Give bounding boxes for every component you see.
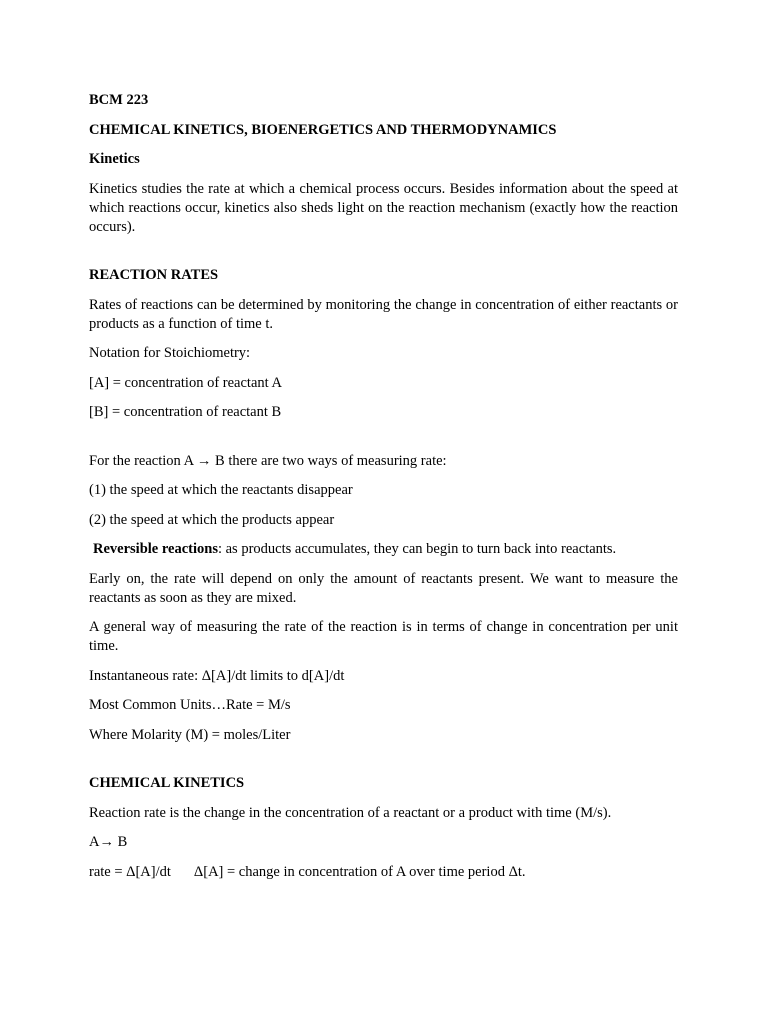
reversible-reactions-line [89,540,678,559]
measuring-ways-text-end: B there are two ways of measuring rate: [211,452,447,469]
reactant-a: A [89,834,100,850]
spacer [89,247,678,266]
measuring-ways-line [89,452,678,471]
reaction-rates-intro: Rates of reactions can be determined by monitoring the change in concentration of either reactants or products as a function of time t. [89,296,678,332]
reversible-text: : as products accumulates, they can begin to turn back into reactants. [217,541,617,557]
arrow-icon: → [196,452,212,469]
kinetics-heading: Kinetics [89,151,140,167]
common-units: Most Common Units…Rate = M/s [89,697,291,713]
reaction-equation [89,833,678,852]
way-1: (1) the speed at which the reactants disappear [89,482,353,498]
kinetics-intro: Kinetics studies the rate at which a chemical process occurs. Besides information about the speed at which reactions occur, kinetics also sheds light on the reaction mechanism (exactly how the reaction occurs). [89,180,678,235]
early-on-paragraph: Early on, the rate will depend on only the amount of reactants present. We want to measure the reactants as soon as they are mixed. [89,570,678,606]
course-title: CHEMICAL KINETICS, BIOENERGETICS AND THERMODYNAMICS [89,121,557,138]
rate-explanation: Δ[A] = change in concentration of A over time period Δt. [193,863,526,880]
reaction-rates-heading: REACTION RATES [89,267,219,283]
notation-label: Notation for Stoichiometry: [89,345,251,361]
rate-formula: rate = Δ[A]/dt [89,863,171,880]
rate-formula-line [89,863,678,882]
instantaneous-rate: Instantaneous rate: Δ[A]/dt limits to d[A]/dt [89,667,345,684]
notation-b: [B] = concentration of reactant B [89,404,282,420]
document-body [89,91,678,892]
general-way-paragraph: A general way of measuring the rate of the reaction is in terms of change in concentration per unit time. [89,619,678,654]
spacer [89,755,678,774]
molarity-definition: Where Molarity (M) = moles/Liter [89,726,291,743]
reaction-rate-definition: Reaction rate is the change in the concentration of a reactant or a product with time (M/s). [89,804,612,821]
chemical-kinetics-heading: CHEMICAL KINETICS [89,775,245,791]
spacer [89,433,678,452]
measuring-ways-text-start: For the reaction A [89,452,197,469]
notation-a: [A] = concentration of reactant A [89,374,282,391]
product-b: B [113,834,128,850]
course-code: BCM 223 [89,92,149,108]
arrow-icon: → [99,834,114,850]
reversible-term: Reversible reactions [93,541,218,557]
way-2: (2) the speed at which the products appear [89,511,335,528]
